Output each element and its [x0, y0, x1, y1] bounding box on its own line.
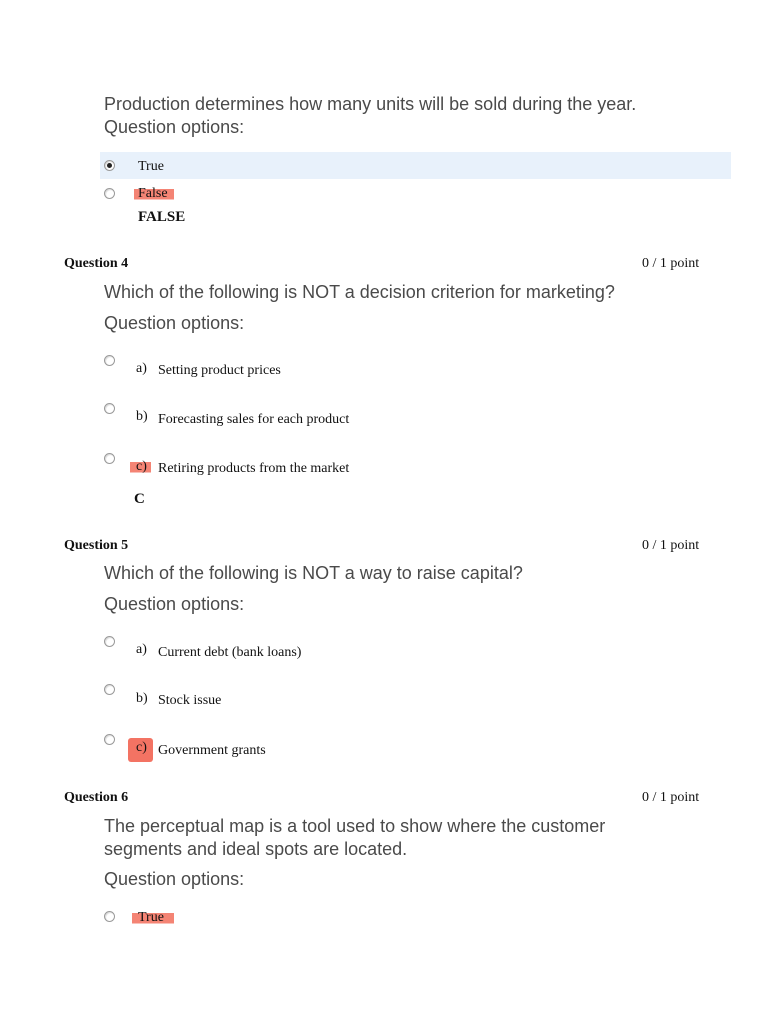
q5-option-c-letter: c)	[128, 738, 153, 762]
q6-radio-true[interactable]	[104, 911, 115, 922]
q5-option-b-letter: b)	[136, 691, 148, 706]
q4-option-a-letter: a)	[136, 361, 147, 376]
q6-prompt-line1: The perceptual map is a tool used to show where the customer	[104, 816, 606, 836]
q6-options-label: Question options:	[104, 869, 245, 889]
q3-option-true-row[interactable]	[100, 152, 731, 179]
q3-prompt: Production determines how many units will be sold during the year.	[104, 94, 637, 114]
q4-option-b: Forecasting sales for each product	[158, 412, 350, 427]
q4-title: Question 4	[64, 256, 129, 271]
q5-radio-c[interactable]	[104, 734, 115, 745]
q3-answer: FALSE	[138, 209, 186, 225]
q4-options-label: Question options:	[104, 313, 245, 333]
q5-option-a: Current debt (bank loans)	[158, 645, 302, 660]
q5-option-a-letter: a)	[136, 642, 147, 657]
q3-radio-false[interactable]	[104, 188, 115, 199]
q3-option-true: True	[138, 159, 164, 174]
q4-option-c: Retiring products from the market	[158, 461, 350, 476]
q6-points: 0 / 1 point	[642, 790, 700, 805]
q4-option-a: Setting product prices	[158, 363, 281, 378]
q5-title: Question 5	[64, 538, 129, 553]
q4-radio-c[interactable]	[104, 453, 115, 464]
q4-points: 0 / 1 point	[642, 256, 700, 271]
q5-option-c: Government grants	[158, 743, 266, 758]
q3-option-false: False	[134, 186, 174, 202]
q4-prompt: Which of the following is NOT a decision criterion for marketing?	[104, 282, 615, 302]
q4-option-b-letter: b)	[136, 409, 148, 424]
q4-answer: C	[134, 491, 145, 507]
q5-prompt: Which of the following is NOT a way to raise capital?	[104, 563, 523, 583]
q4-radio-a[interactable]	[104, 355, 115, 366]
q5-radio-b[interactable]	[104, 684, 115, 695]
q5-points: 0 / 1 point	[642, 538, 700, 553]
q5-options-label: Question options:	[104, 594, 245, 614]
q3-radio-true[interactable]	[104, 160, 115, 171]
q4-radio-b[interactable]	[104, 403, 115, 414]
q4-option-c-letter: c)	[130, 459, 151, 475]
q6-option-true: True	[132, 910, 174, 926]
q6-title: Question 6	[64, 790, 129, 805]
q6-prompt-line2: segments and ideal spots are located.	[104, 839, 408, 859]
q5-radio-a[interactable]	[104, 636, 115, 647]
q5-option-b: Stock issue	[158, 693, 222, 708]
q3-options-label: Question options:	[104, 117, 245, 137]
